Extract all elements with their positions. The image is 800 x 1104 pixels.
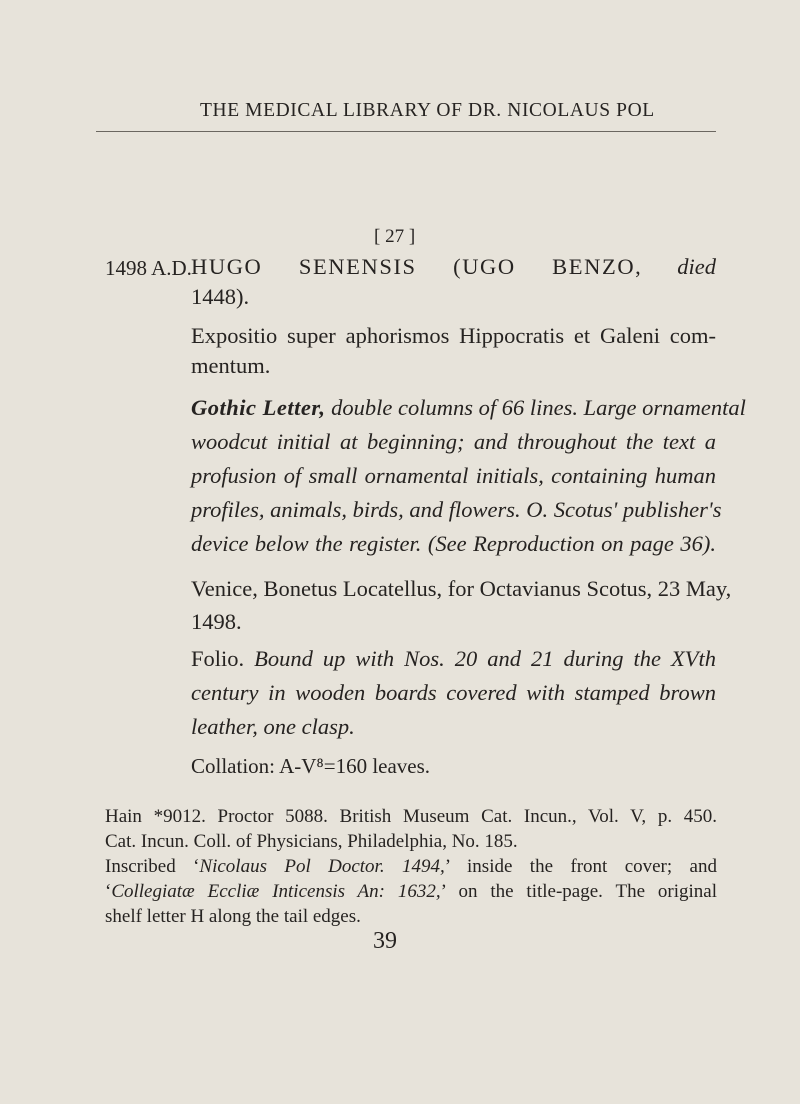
notes-line-3: Inscribed ‘Nicolaus Pol Doctor. 1494,’ inside the front cover; and <box>105 856 717 877</box>
gothic-letter: Gothic Letter, <box>191 395 326 420</box>
header-rule <box>96 131 716 132</box>
date-margin: 1498 A.D. <box>105 256 192 280</box>
imprint-line-1: Venice, Bonetus Locatellus, for Octavianus Scotus, 23 May, <box>191 576 732 601</box>
collation-text: Collation: A-V⁸=160 leaves. <box>191 754 431 778</box>
notes-line-4: ‘Collegiatæ Eccliæ Inticensis An: 1632,’ on the title-page. The original <box>105 881 717 902</box>
description-line-3: profusion of small ornamental initials, containing human <box>191 463 716 488</box>
author-died: died <box>677 254 716 279</box>
notes-line-2: Cat. Incun. Coll. of Physicians, Philadelphia, No. 185. <box>105 831 518 852</box>
inscription-collegiate: Collegiatæ Eccliæ Inticensis An: 1632, <box>111 881 441 902</box>
notes-line-1: Hain *9012. Proctor 5088. British Museum Cat. Incun., Vol. V, p. 450. <box>105 806 717 827</box>
imprint-line-2: 1498. <box>191 609 242 634</box>
author-died-year: 1448). <box>191 284 250 309</box>
author-name: HUGO SENENSIS (UGO BENZO, <box>191 254 643 279</box>
description-line-5: device below the register. (See Reproduction on page 36). <box>191 531 716 556</box>
entry-number: [ 27 ] <box>374 226 416 247</box>
notes-line-5: shelf letter H along the tail edges. <box>105 906 361 927</box>
description-line-2: woodcut initial at beginning; and throughout the text a <box>191 429 716 454</box>
binding-line-3: leather, one clasp. <box>191 714 355 739</box>
format-label: Folio. <box>191 646 245 671</box>
title-line-1: Expositio super aphorismos Hippocratis et Galeni com- <box>191 323 716 348</box>
binding-line-2: century in wooden boards covered with stamped brown <box>191 680 716 705</box>
binding-line-1: Bound up with Nos. 20 and 21 during the XVth <box>254 646 716 671</box>
title-line-2: mentum. <box>191 353 271 378</box>
page-number: 39 <box>373 928 397 954</box>
description-line-1: double columns of 66 lines. Large ornamental <box>331 395 746 420</box>
inscription-pol: Nicolaus Pol Doctor. 1494, <box>199 856 445 877</box>
description-line-4: profiles, animals, birds, and flowers. O. Scotus' publisher's <box>191 497 722 522</box>
running-head: THE MEDICAL LIBRARY OF DR. NICOLAUS POL <box>200 100 655 121</box>
